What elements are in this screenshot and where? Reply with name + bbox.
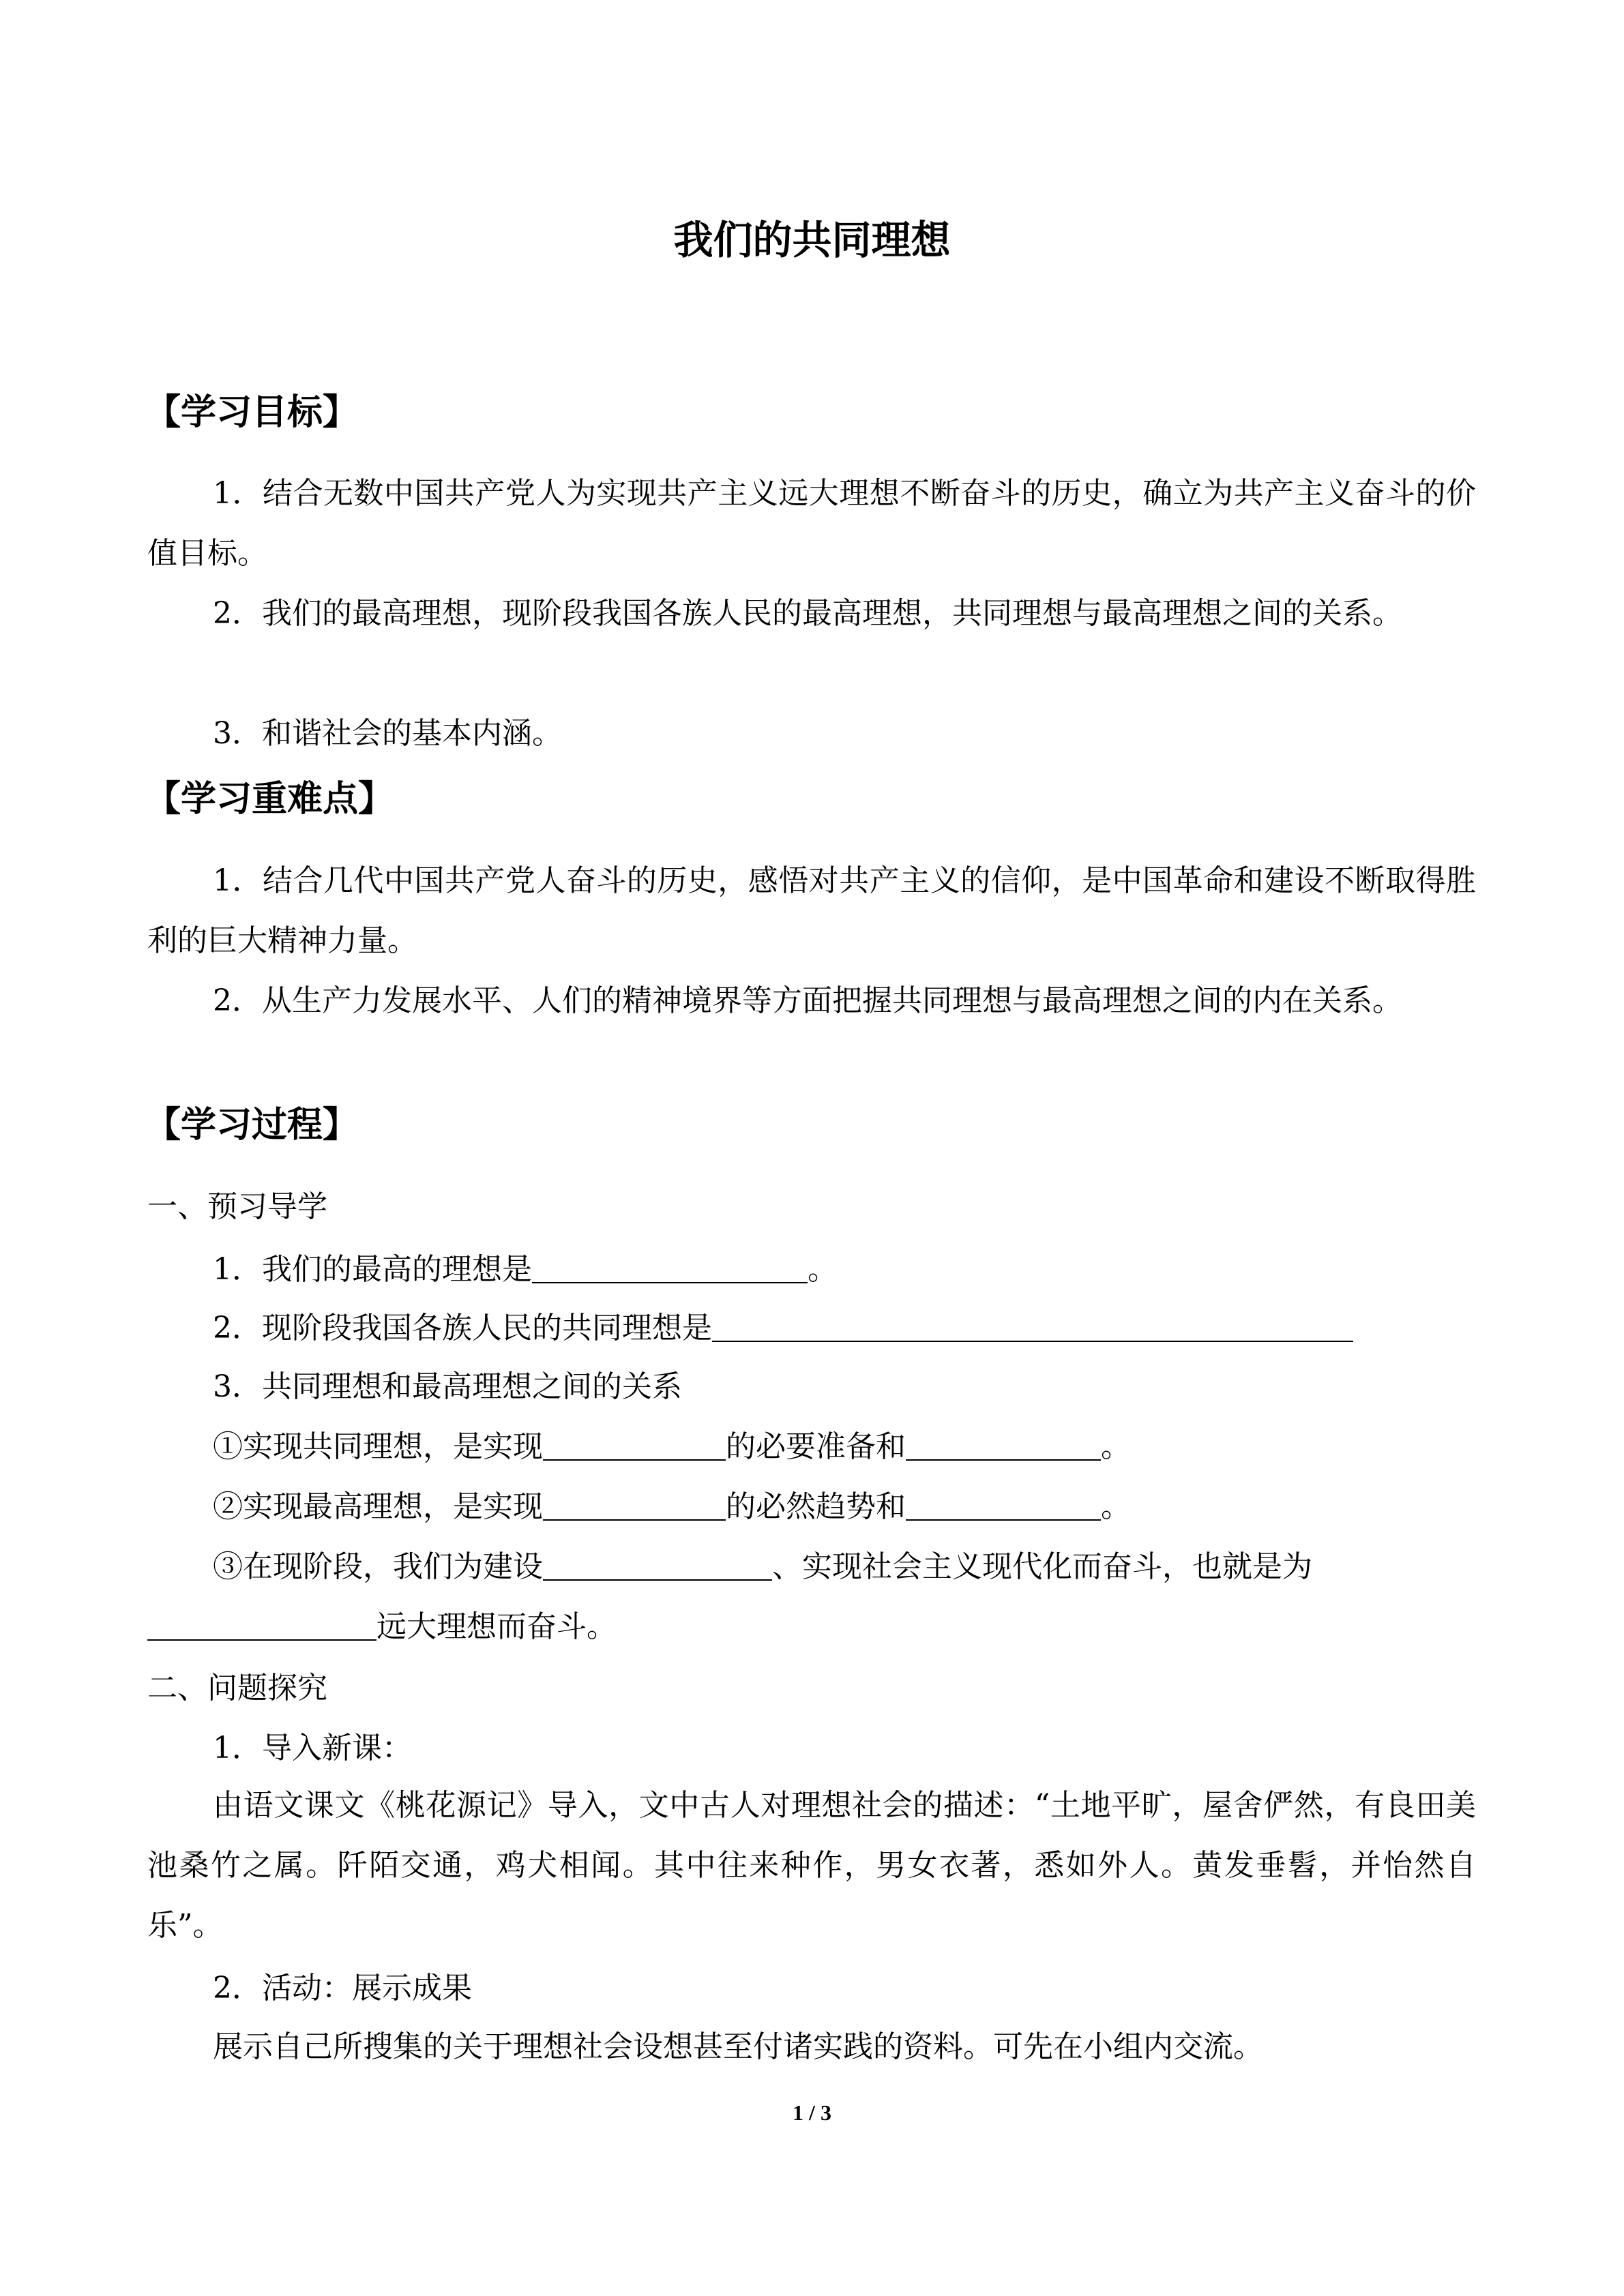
explore-step-1: 1．导入新课： <box>213 1731 412 1765</box>
answer-blank[interactable] <box>906 1428 1101 1461</box>
q2-prefix: 2．现阶段我国各族人民的共同理想是 <box>213 1311 712 1345</box>
preview-question-1 <box>213 1249 838 1290</box>
key-point-item-2: 2．从生产力发展水平、人们的精神境界等方面把握共同理想与最高理想之间的内在关系。 <box>213 983 1402 1018</box>
answer-blank[interactable] <box>906 1488 1101 1521</box>
relation-item-3 <box>213 1547 1312 1587</box>
preview-question-2 <box>213 1308 1353 1349</box>
key-point-item-1: 1．结合几代中国共产党人奋斗的历史，感悟对共产主义的信仰，是中国革命和建设不断取得胜利的巨大精神力量。 <box>147 863 1476 958</box>
r3-text-b: 、实现社会主义现代化而奋斗，也就是为 <box>772 1549 1312 1584</box>
answer-blank[interactable] <box>147 1608 377 1641</box>
goal-item-3: 3．和谐社会的基本内涵。 <box>213 716 562 751</box>
r3-text-a: ③在现阶段，我们为建设 <box>213 1549 543 1584</box>
r1-text-b: 的必要准备和 <box>726 1429 906 1464</box>
section-heading-key-points: 【学习重难点】 <box>145 779 394 820</box>
explore-heading: 二、问题探究 <box>147 1671 327 1705</box>
r1-text-c: 。 <box>1101 1429 1131 1464</box>
preview-heading: 一、预习导学 <box>147 1189 327 1224</box>
section-heading-goals: 【学习目标】 <box>145 392 359 433</box>
explore-step-1-text: 由语文课文《桃花源记》导入，文中古人对理想社会的描述：“土地平旷，屋舍俨然，有良田美池桑竹之属。阡陌交通，鸡犬相闻。其中往来种作，男女衣著，悉如外人。黄发垂髫，并怡然自乐”。 <box>147 1788 1476 1943</box>
answer-blank[interactable] <box>532 1251 808 1283</box>
answer-blank[interactable] <box>543 1488 726 1521</box>
goal-item-2: 2．我们的最高理想，现阶段我国各族人民的最高理想，共同理想与最高理想之间的关系。 <box>213 596 1402 631</box>
relation-item-3-continued <box>147 1607 617 1648</box>
r3-text-c: 远大理想而奋斗。 <box>377 1609 617 1644</box>
relation-item-1 <box>213 1427 1131 1467</box>
r2-text-a: ②实现最高理想，是实现 <box>213 1489 543 1524</box>
section-heading-process: 【学习过程】 <box>145 1105 359 1146</box>
page-title: 我们的共同理想 <box>673 217 951 263</box>
relation-item-2 <box>213 1487 1131 1527</box>
explore-step-2-text: 展示自己所搜集的关于理想社会设想甚至付诸实践的资料。可先在小组内交流。 <box>213 2029 1263 2064</box>
q1-suffix: 。 <box>808 1252 838 1287</box>
page-number: 1 / 3 <box>793 2100 831 2125</box>
r1-text-a: ①实现共同理想，是实现 <box>213 1429 543 1464</box>
answer-blank[interactable] <box>712 1309 1353 1342</box>
explore-step-2: 2．活动：展示成果 <box>213 1971 472 2006</box>
r2-text-c: 。 <box>1101 1489 1131 1524</box>
r2-text-b: 的必然趋势和 <box>726 1489 906 1524</box>
goal-item-1: 1．结合无数中国共产党人为实现共产主义远大理想不断奋斗的历史，确立为共产主义奋斗的价值目标。 <box>147 476 1476 571</box>
q1-prefix: 1．我们的最高的理想是 <box>213 1252 532 1287</box>
preview-question-3: 3．共同理想和最高理想之间的关系 <box>213 1369 682 1404</box>
answer-blank[interactable] <box>543 1428 726 1461</box>
answer-blank[interactable] <box>543 1548 772 1581</box>
